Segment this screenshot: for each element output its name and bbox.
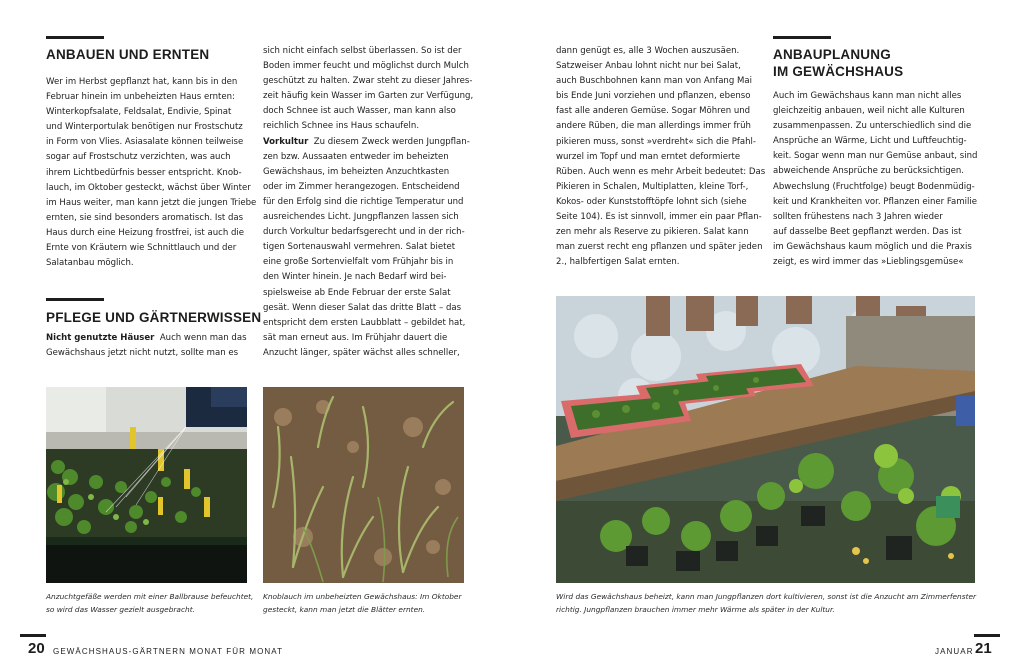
text-line: keit. Sogar wenn man nur Gemüse anbaut, sind [773, 151, 978, 162]
text-line: andere Rüben, die man allerdings immer früh [556, 121, 751, 132]
text-line: gesät. Wenn dieser Salat das dritte Blatt – das [263, 302, 462, 313]
text-line: für den Erfolg sind die richtige Temperatur und [263, 196, 464, 207]
text-line: im Haus weiter, man kann jetzt die jungen Triebe [46, 197, 257, 208]
section-text-anbauen [46, 75, 256, 271]
text-line: Ansprüche an Wärme, Licht und Luftfeuchtig- [773, 136, 967, 147]
text-line: Abwechslung (Fruchtfolge) beugt Bodenmüdig- [773, 181, 975, 192]
text-line: sät man erneut aus. Im Frühjahr dauert die [263, 332, 448, 343]
running-footer-book-title: GEWÄCHSHAUS-GÄRTNERN MONAT FÜR MONAT [53, 647, 284, 656]
text-line: keit und Krankheiten vor. Pflanzen einer Familie [773, 196, 977, 207]
text-line: Auch im Gewächshaus kann man nicht alles [773, 91, 962, 101]
text-line: zeit häufig kein Wasser im Garten zur Verfügung, [263, 91, 474, 102]
caption-garlic [263, 591, 462, 616]
text-line: in Form von Vlies. Asiasalate können teilweise [46, 137, 244, 148]
text-line: zeigt, es wird immer das »Lieblingsgemüse« [773, 257, 964, 268]
subheading-nicht-genutzte-haeuser: Nicht genutzte Häuser [46, 333, 155, 343]
text-fragment: Zu diesem Zweck werden Jungpflan- [308, 136, 470, 147]
text-line: oder im Zimmer herangezogen. Entscheidend [263, 181, 460, 192]
text-line: bis Ende Juni vorziehen und pflanzen, ebenso [556, 91, 751, 102]
text-line: Boden immer feucht und möglichst durch Mulch [263, 61, 469, 72]
text-line: zen mehr als Reserve zu pikieren. Salat kann [556, 227, 749, 238]
text-line: Haus durch eine Heizung frostfrei, ist auch die [46, 227, 245, 238]
text-line: gleichzeitig anbauen, weil nicht alle Kulturen [773, 106, 965, 117]
text-line: dann genügt es, alle 3 Wochen auszusäen. [556, 46, 740, 56]
text-fragment: Gewächshaus jetzt nicht nutzt, sollte man es [46, 348, 239, 359]
caption-line: so wird das Wasser gezielt ausgebracht. [46, 604, 195, 614]
section-heading-pflege: PFLEGE UND GÄRTNERWISSEN [46, 310, 262, 325]
text-line: Salatanbau möglich. [46, 258, 134, 269]
text-line: tigen Sortenauswahl vermehren. Salat bietet [263, 242, 456, 253]
text-fragment: Auch wenn man das [154, 333, 247, 343]
text-line: ernten, sie sind besonders aromatisch. Ist das [46, 212, 244, 223]
page-number-rule [974, 634, 1000, 637]
page-number-rule [20, 634, 46, 637]
text-line: Pikieren in Schalen, Multiplatten, kleine Torf-, [556, 181, 749, 192]
text-line: pikieren muss, sonst »verdreht« sich die Pfahl- [556, 136, 756, 147]
text-line: im Gewächshaus kaum möglich und die Praxis [773, 241, 972, 252]
text-line: den Winter hinein. Je nach Bedarf wird bei- [263, 272, 447, 283]
text-line: durch Vorkultur bedarfsgerecht und in der rich- [263, 227, 465, 238]
section-text-pflege [46, 331, 247, 361]
heading-rule [46, 298, 104, 301]
photo-seed-trays-watering [46, 387, 247, 583]
text-line: Satzweiser Anbau lohnt nicht nur bei Salat, [556, 61, 741, 72]
caption-greenhouse [556, 591, 976, 616]
text-block [263, 152, 465, 358]
caption-line: richtig. Jungpflanzen brauchen immer mehr Wärme als später in der Kultur. [556, 604, 835, 614]
text-line: eine große Sortenvielfalt vom Frühjahr bis in [263, 257, 454, 268]
column-3-text [556, 44, 765, 270]
subheading-vorkultur: Vorkultur [263, 136, 309, 147]
text-line: Seite 104). Es ist sinnvoll, immer ein paar Pflan- [556, 212, 762, 223]
text-line: Kokos- oder Kunststofftöpfe lohnt sich (siehe [556, 196, 747, 207]
text-line: auf dasselbe Beet gepflanzt werden. Das ist [773, 226, 962, 237]
section-heading-anbauplanung [773, 46, 903, 80]
photo-greenhouse-bench [556, 296, 975, 583]
photo-garlic-shoots [263, 387, 464, 583]
section-text-anbauplanung [773, 89, 977, 270]
heading-rule [773, 36, 831, 39]
text-line: zusammenpassen. Zu unterschiedlich sind die [773, 121, 972, 132]
caption-seed-trays [46, 591, 253, 616]
section-heading-anbauen: ANBAUEN UND ERNTEN [46, 47, 210, 62]
text-line: zen bzw. Aussaaten entweder im beheizten [263, 151, 449, 162]
page-number-right: 21 [975, 640, 992, 657]
text-block [263, 46, 473, 131]
text-line: 2., halbfertigen Salat ernten. [556, 257, 680, 268]
text-line: Februar hinein im unbeheizten Haus ernten: [46, 92, 235, 103]
text-line: sollten frühestens nach 3 Jahren wieder [773, 211, 943, 222]
caption-line: gesteckt, kann man jetzt die Blätter ernten. [263, 604, 426, 614]
text-line: spielsweise ab Ende Februar der erste Salat [263, 287, 451, 298]
text-line: Gewächshaus, im beheizten Anzuchtkasten [263, 166, 450, 177]
text-line: doch Schnee ist auch Wasser, man kann also [263, 106, 456, 117]
text-line: Anzucht länger, später wächst alles schneller, [263, 347, 460, 358]
text-line: fast alle anderen Gemüse. Sogar Möhren und [556, 106, 751, 117]
text-line: Rüben. Auch wenn es mehr Arbeit bedeutet: Das [556, 166, 766, 177]
caption-line: Anzuchtgefäße werden mit einer Ballbrause befeuchtet, [46, 592, 254, 601]
column-2-text [263, 44, 473, 361]
text-line: Winterkopfsalate, Feldsalat, Endivie, Spinat [46, 107, 232, 118]
text-line: entspricht dem ersten Laubblatt – gebildet hat, [263, 317, 466, 328]
heading-line: IM GEWÄCHSHAUS [773, 64, 904, 79]
heading-line: ANBAUPLANUNG [773, 47, 891, 62]
text-line: wurzel im Topf und man erntet deformierte [556, 151, 741, 162]
text-line: ihrem Lichtbedürfnis besser entspricht. Knob- [46, 167, 242, 178]
text-line: lauch, im Oktober gesteckt, wächst über Winter [46, 182, 251, 193]
text-line: man zuerst recht eng pflanzen und später jeden [556, 242, 763, 253]
text-line: reichlich Schnee ins Haus schaufeln. [263, 121, 420, 132]
text-line: ausreichendes Licht. Jungpflanzen lassen sich [263, 212, 459, 223]
text-line: Ernte von Kräutern wie Schnittlauch und der [46, 243, 237, 254]
page-number-left: 20 [28, 640, 45, 657]
text-line: Wer im Herbst gepflanzt hat, kann bis in den [46, 77, 238, 87]
text-line: auch Buschbohnen kann man von Anfang Mai [556, 76, 752, 87]
caption-line: Knoblauch im unbeheizten Gewächshaus: Im Oktober [263, 592, 462, 601]
heading-rule [46, 36, 104, 39]
text-line: und Winterportulak benötigen nur Frostschutz [46, 122, 243, 133]
running-footer-month: JANUAR [935, 647, 974, 656]
text-line: sich nicht einfach selbst überlassen. So ist der [263, 46, 462, 56]
text-line: sogar auf Frostschutz verzichten, was auch [46, 152, 231, 163]
text-line: geschützt zu halten. Zwar steht zu dieser Jahres- [263, 76, 473, 87]
text-line: abweichende Ansprüche zu berücksichtigen. [773, 166, 965, 177]
caption-line: Wird das Gewächshaus beheizt, kann man Jungpflanzen dort kultivieren, sonst ist die Anzucht am Zimmerfenster [556, 592, 977, 601]
